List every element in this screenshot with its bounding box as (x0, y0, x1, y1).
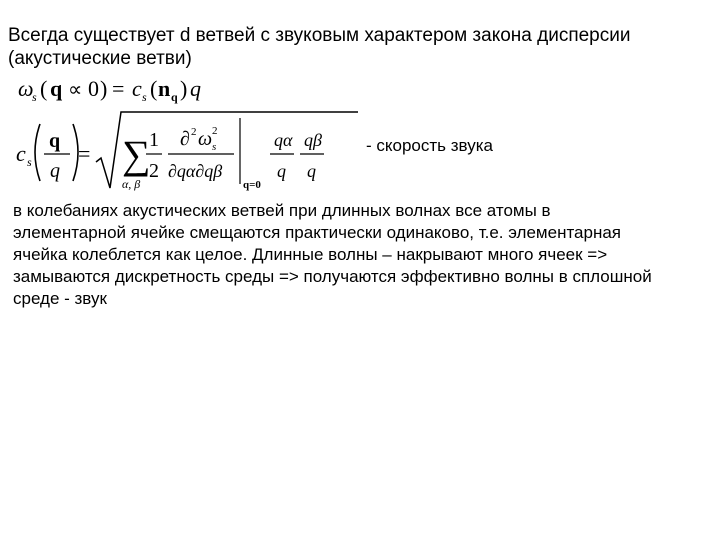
formula-symbol: ) (100, 76, 108, 101)
formula-symbol: = (78, 141, 91, 166)
heading-line: Всегда существует d ветвей с звуковым характером закона дисперсии (8, 25, 631, 46)
formula-symbol: q (171, 90, 178, 104)
formula-symbol: q (190, 76, 201, 101)
formula-symbol: s (142, 90, 147, 104)
formula-symbol: q=0 (243, 179, 261, 191)
formula-symbol: n (158, 76, 171, 101)
formula-symbol: q (49, 130, 61, 152)
formula-symbol: s (212, 141, 217, 153)
equations (0, 70, 360, 200)
formula-symbol: 0 (88, 76, 99, 101)
formula-symbol: ) (180, 76, 188, 101)
formula-symbol: 2 (149, 160, 159, 182)
formula-symbol: q (50, 160, 60, 182)
formula-symbol: s (32, 90, 37, 104)
formula-symbol: q (277, 161, 286, 181)
formula-symbol: ω (198, 128, 213, 150)
formula-symbol: ( (40, 76, 48, 101)
heading-line: (акустические ветви) (8, 48, 192, 69)
formula-symbol: ω (18, 76, 34, 101)
body-paragraph (13, 200, 693, 310)
formula-symbol: ∂qα∂qβ (168, 161, 223, 181)
body-line: в колебаниях акустических ветвей при длинных волнах все атомы в (13, 201, 551, 220)
formula-symbol: 2 (212, 125, 218, 137)
formula-symbol: 2 (191, 126, 197, 138)
formula-symbol: q (50, 76, 63, 101)
formula-symbol: s (27, 155, 32, 169)
sound-speed-label: - скорость звука (366, 136, 493, 155)
formula-symbol: qβ (304, 130, 322, 150)
slide-heading (8, 24, 708, 70)
formula-symbol: ( (150, 76, 158, 101)
body-line: среде - звук (13, 289, 107, 308)
body-line: ячейка колеблется как целое. Длинные волны – накрывают много ячеек => (13, 245, 608, 264)
formula-symbol: = (112, 76, 125, 101)
formula-symbol: ∂ (180, 128, 190, 150)
body-line: замываются дискретность среды => получаются эффективно волны в сплошной (13, 267, 652, 286)
formula-symbol: ∑ (122, 132, 151, 177)
formula-symbol: ∝ (68, 79, 83, 101)
formula-symbol: q (307, 161, 316, 181)
formula-symbol: c (132, 76, 142, 101)
formula-symbol: α, β (122, 177, 141, 191)
formula-symbol: c (16, 141, 26, 166)
formula-symbol: 1 (149, 129, 159, 151)
left-paren (35, 124, 40, 181)
dispersion-formula (18, 76, 201, 104)
formula-symbol: qα (274, 130, 293, 150)
sound-speed-formula (16, 112, 358, 191)
body-line: элементарной ячейке смещаются практически одинаково, т.е. элементарная (13, 223, 622, 242)
